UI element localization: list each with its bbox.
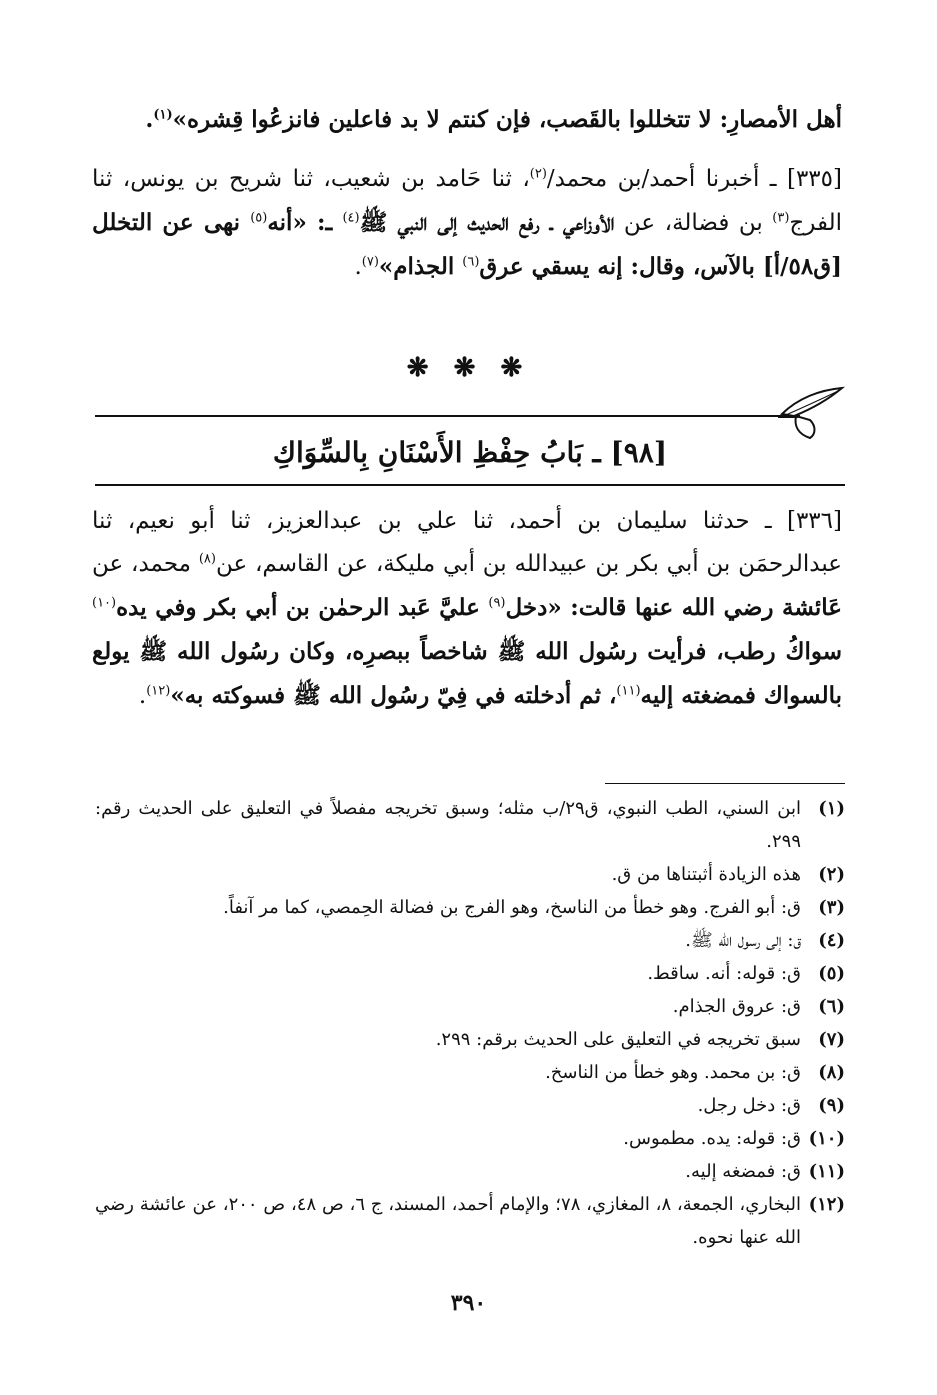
footnote-number: (٥) — [818, 963, 845, 984]
matn-text: عَائشة رضي الله عنها قالت: «دخل — [505, 594, 842, 621]
footnote-text: سبق تخريجه في التعليق على الحديث برقم: ٢٩٩. — [435, 1029, 801, 1050]
matn-text: نهى عن التخلل [ق٥٨/أ] بالآس، وقال: إنه يسقي عرق — [92, 209, 842, 280]
footnote-ref[interactable]: (٣) — [772, 210, 790, 226]
footnote-ref[interactable]: (١١) — [616, 683, 641, 699]
footnote-text: البخاري، الجمعة، ٨، المغازي، ٧٨؛ والإمام أحمد، المسند، ج ٦، ص ٤٨، ص ٢٠٠، عن عائشة رضي الله عنها نحوه. — [95, 1194, 802, 1248]
chapter-title: [٩٨] ـ بَابُ حِفْظِ الأَسْنَانِ بِالسِّوَاكِ — [272, 436, 668, 469]
footnote-item — [95, 891, 845, 924]
footnote-ref[interactable]: (٢) — [529, 166, 547, 182]
footnote-number: (١) — [818, 798, 845, 819]
footnote-separator — [605, 783, 845, 784]
footnote-text: ق: دخل رجل. — [697, 1095, 801, 1116]
footnote-text: ق: إلى رسول الله ﷺ. — [685, 930, 801, 951]
punctuation: . — [138, 683, 147, 709]
page-number: ٣٩٠ — [450, 1290, 487, 1316]
matn-text: سواكُ رطب، فرأيت رسُول الله ﷺ شاخصاً ببصرِه، وكان رسُول الله ﷺ يولع بالسواك فمضغته إليه — [92, 638, 842, 709]
footnote-ref[interactable]: (٩) — [488, 595, 506, 611]
footnote-item — [95, 858, 845, 891]
paragraph-text — [92, 500, 842, 718]
footnote-item — [95, 1122, 845, 1155]
footnote-ref[interactable]: (٥) — [250, 210, 268, 226]
isnad-text: محمد، عن — [92, 551, 199, 577]
isnad-text: بن فضالة، عن — [614, 210, 773, 236]
footnote-number: (٣) — [818, 897, 845, 918]
footnotes-list — [95, 792, 845, 1254]
footnote-text: هذه الزيادة أثبتناها من ق. — [611, 864, 801, 885]
footnote-text: ابن السني، الطب النبوي، ق٢٩/ب مثله؛ وسبق تخريجه مفصلاً في التعليق على الحديث رقم: ٢٩٩. — [95, 798, 801, 852]
footnote-number: (٦) — [818, 996, 845, 1017]
footnote-item — [95, 792, 845, 858]
footnote-ref[interactable]: (٨) — [198, 551, 216, 567]
footnote-text: ق: عروق الجذام. — [672, 996, 801, 1017]
footnote-number: (١٢) — [808, 1194, 845, 1215]
matn-text: الأوزاعي ـ رفع الحديث إلى النبي ﷺ — [359, 209, 615, 236]
footnote-ref[interactable]: (١) — [153, 107, 173, 123]
footnote-item — [95, 957, 845, 990]
hadith-text: أهل الأمصارِ: لا تتخللوا بالقَصب، فإن كنتم لا بد فاعلين فانزعُوا قِشره» — [172, 106, 842, 133]
footnote-text: ق: أبو الفرج. وهو خطأ من الناسخ، وهو الفرج بن فضالة الحِمصي، كما مر آنفاً. — [223, 897, 801, 918]
section-separator: ❋ ❋ ❋ — [406, 353, 531, 383]
footnote-number: (١١) — [808, 1161, 845, 1182]
footnote-item — [95, 1056, 845, 1089]
isnad-text: [٣٣٥] ـ أخبرنا أحمد/بن محمد/ — [546, 166, 842, 192]
matn-text: عليَّ عَبد الرحمٰن بن أبي بكر وفي يده — [116, 594, 489, 621]
footnote-number: (٨) — [818, 1062, 845, 1083]
footnote-number: (١٠) — [808, 1128, 845, 1149]
isnad-text: ، ثنا حَامد بن شعيب، ثنا شريح بن يونس، ثنا الفرج — [92, 166, 842, 236]
footnote-number: (٧) — [818, 1029, 845, 1050]
paragraph-hadith-334-end — [92, 98, 842, 141]
paragraph-text — [92, 98, 842, 141]
footnote-text: ق: قوله: أنه. ساقط. — [647, 963, 801, 984]
isnad-text: [٣٣٦] ـ حدثنا سليمان بن أحمد، ثنا علي بن عبدالعزيز، ثنا أبو نعيم، ثنا عبدالرحمَن بن أبي بكر بن عبيدالله بن أبي مليكة، عن القاسم، عن — [92, 508, 842, 577]
matn-text: ـ: «أنه — [267, 209, 343, 236]
footnote-text: ق: بن محمد. وهو خطأ من الناسخ. — [545, 1062, 801, 1083]
footnote-item — [95, 1089, 845, 1122]
matn-text: ، ثم أدخلته في فِيّ رسُول الله ﷺ فسوكته به» — [170, 682, 617, 709]
footnote-item — [95, 1188, 845, 1254]
footnote-item — [95, 1023, 845, 1056]
footnote-ref[interactable]: (٤) — [342, 210, 360, 226]
chapter-rule-bottom — [95, 484, 845, 486]
footnote-text: ق: قوله: يده. مطموس. — [623, 1128, 801, 1149]
footnote-ref[interactable]: (٦) — [462, 254, 480, 270]
footnote-number: (٢) — [818, 864, 845, 885]
footnote-number: (٩) — [818, 1095, 845, 1116]
footnote-ref[interactable]: (١٠) — [92, 595, 117, 611]
punctuation: . — [354, 254, 362, 280]
chapter-rule-top — [95, 415, 800, 417]
footnote-item — [95, 990, 845, 1023]
paragraph-text — [92, 158, 842, 289]
footnote-text: ق: فمضغه إليه. — [685, 1161, 801, 1182]
matn-text: الجذام» — [378, 253, 463, 280]
paragraph-hadith-336 — [92, 500, 842, 718]
footnote-ref[interactable]: (١٢) — [146, 683, 171, 699]
paragraph-hadith-335 — [92, 158, 842, 289]
punctuation: . — [145, 106, 154, 133]
footnote-ref[interactable]: (٧) — [361, 254, 379, 270]
footnote-item — [95, 924, 845, 957]
footnote-item — [95, 1155, 845, 1188]
footnote-number: (٤) — [818, 930, 845, 951]
